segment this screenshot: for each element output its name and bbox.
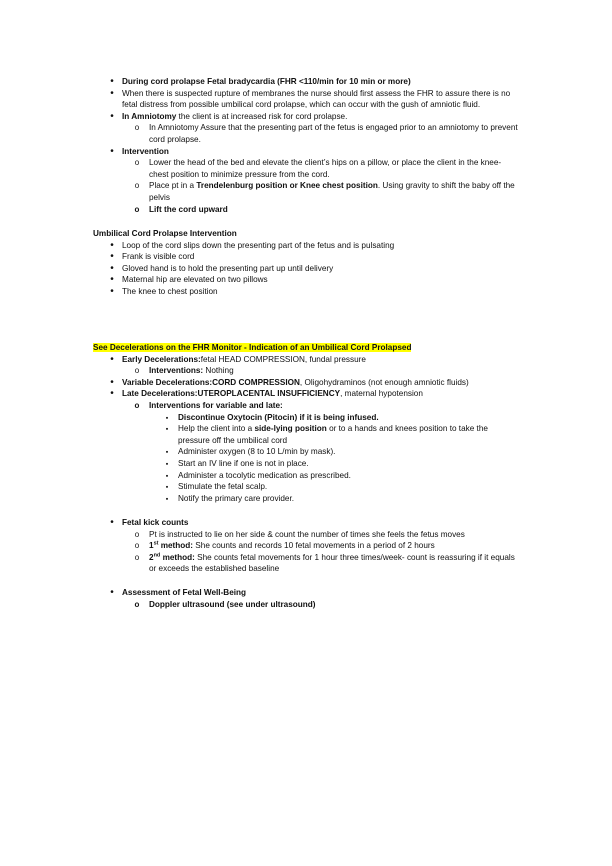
plain-text: . Using gravity to shift the baby off the pelvis: [149, 181, 515, 202]
sub-list-item: [0, 204, 612, 216]
sub-sub-list-item: [0, 470, 612, 482]
list-item-text: Intervention: [122, 146, 169, 156]
bold-text: 1: [149, 541, 154, 551]
bullet-icon: [108, 286, 116, 298]
umbilical-intervention-section: [0, 228, 612, 298]
sub-list-item: [0, 122, 612, 145]
bullet-icon: [108, 263, 116, 275]
circle-bullet-icon: [133, 529, 141, 541]
bold-text: UTEROPLACENTAL INSUFFICIENCY: [197, 389, 341, 399]
list-item-text: Fetal kick counts: [122, 518, 189, 527]
list-item-text: Lift the cord upward: [149, 204, 228, 214]
bold-text: Late Decelerations:: [122, 389, 198, 399]
sub-list-item: [0, 599, 612, 611]
sub-sub-list-item: [0, 446, 612, 458]
sub-sub-list-item: [0, 458, 612, 470]
bold-text: Early Decelerations:: [122, 354, 201, 364]
fetal-kick-counts-section: [0, 517, 612, 575]
square-bullet-icon: [163, 493, 171, 506]
list-item: [0, 251, 612, 263]
sub-list-item: [0, 365, 612, 377]
circle-bullet-icon: [133, 204, 141, 216]
bold-text: 2: [149, 552, 154, 562]
list-item-text: [122, 111, 612, 123]
list-item: [0, 354, 612, 366]
list-item: [0, 88, 612, 111]
sub-list-item: [0, 400, 612, 412]
bold-text: Trendelenburg position or Knee chest position: [196, 181, 378, 191]
list-item-text: Administer oxygen (8 to 10 L/min by mask).: [178, 447, 336, 457]
bullet-icon: [108, 354, 116, 366]
bold-text: Interventions:: [149, 366, 204, 376]
square-bullet-icon: [163, 423, 171, 436]
highlighted-heading: See Decelerations on the FHR Monitor - Indication of an Umbilical Cord Prolapsed: [93, 343, 412, 352]
superscript: nd: [153, 552, 161, 559]
plain-text: Help the client into a: [178, 424, 255, 434]
list-item-text: Administer a tocolytic medication as prescribed.: [178, 470, 351, 480]
list-item-text: Notify the primary care provider.: [178, 493, 295, 503]
bullet-icon: [108, 388, 116, 400]
bullet-icon: [108, 251, 116, 263]
list-item: [0, 111, 612, 123]
bullet-icon: [108, 240, 116, 252]
bold-text: method:: [158, 541, 194, 551]
plain-text: Nothing: [203, 366, 234, 376]
circle-bullet-icon: [133, 180, 141, 192]
circle-bullet-icon: [133, 400, 141, 412]
bullet-icon: [108, 76, 116, 88]
circle-bullet-icon: [133, 552, 141, 564]
list-item-text: [149, 552, 521, 575]
list-item: [0, 146, 612, 158]
plain-text: She counts fetal movements for 1 hour three times/week- count is reassuring if it equals or exceeds the established baseline: [149, 552, 515, 574]
list-item-text: Maternal hip are elevated on two pillows: [122, 275, 268, 285]
bold-text: side-lying position: [254, 424, 327, 434]
sub-sub-list-item: [0, 423, 612, 446]
bullet-icon: [108, 146, 116, 158]
list-item-text: Gloved hand is to hold the presenting part up until delivery: [122, 263, 334, 273]
bullet-icon: [108, 111, 116, 123]
bullet-icon: [108, 517, 116, 529]
list-item-text: Frank is visible cord: [122, 252, 195, 262]
sub-sub-list-item: [0, 412, 612, 424]
bold-text: method:: [160, 552, 195, 562]
plain-text: , maternal hypotension: [340, 389, 423, 399]
plain-text: fetal HEAD COMPRESSION, fundal pressure: [200, 354, 366, 364]
list-item-text: Loop of the cord slips down the presenting part of the fetus and is pulsating: [122, 240, 395, 250]
circle-bullet-icon: [133, 540, 141, 552]
decelerations-section: [0, 342, 612, 504]
list-item-text: In Amniotomy Assure that the presenting part of the fetus is engaged prior to an amniotomy to prevent cord prolapse.: [149, 123, 518, 144]
bullet-icon: [108, 587, 116, 599]
list-item-text: [149, 180, 519, 203]
list-item-text: Pt is instructed to lie on her side & count the number of times she feels the fetus moves: [149, 529, 465, 539]
list-item-text: [149, 365, 612, 377]
list-item-text: [122, 388, 612, 400]
list-item-text: [122, 354, 612, 366]
list-item: [0, 286, 612, 298]
list-item-text: Start an IV line if one is not in place.: [178, 458, 309, 468]
list-item-text: Interventions for variable and late:: [149, 400, 283, 410]
plain-text: the client is at increased risk for cord prolapse.: [176, 111, 348, 121]
cord-prolapse-section: [0, 76, 612, 215]
plain-text: She counts and records 10 fetal movements in a period of 2 hours: [193, 541, 435, 551]
list-item-text: Lower the head of the bed and elevate the client’s hips on a pillow, or place the client in the knee-chest position to minimize pressure from the cord.: [149, 158, 502, 179]
list-item: [0, 274, 612, 286]
list-item: [0, 240, 612, 252]
section-heading: Umbilical Cord Prolapse Intervention: [93, 229, 237, 238]
sub-sub-list-item: [0, 481, 612, 493]
list-item: [0, 517, 612, 529]
bold-text: In Amniotomy: [122, 111, 177, 121]
sub-sub-list-item: [0, 493, 612, 505]
list-item: [0, 587, 612, 599]
sub-list-item: [0, 180, 612, 203]
list-item-text: Stimulate the fetal scalp.: [178, 482, 268, 492]
plain-text: , Oligohydraminos (not enough amniotic fluids): [299, 377, 469, 387]
list-item: [0, 388, 612, 400]
list-item-text: The knee to chest position: [122, 286, 218, 296]
plain-text: Place pt in a: [149, 181, 197, 191]
list-item-text: When there is suspected rupture of membranes the nurse should first assess the FHR to assure there is no fetal distress from possible umbilical cord prolapse, which can occur with the gush of amniotic fluid.: [122, 88, 511, 110]
bold-text: Variable Decelerations:: [122, 377, 213, 387]
sub-list-item: [0, 552, 612, 575]
list-item: [0, 263, 612, 275]
sub-list-item: [0, 540, 612, 552]
circle-bullet-icon: [133, 157, 141, 169]
bold-text: CORD COMPRESSION: [212, 377, 300, 387]
list-item-text: [178, 423, 510, 446]
list-item-text: Discontinue Oxytocin (Pitocin) if it is being infused.: [178, 412, 379, 422]
list-item: [0, 76, 612, 88]
list-item-text: Doppler ultrasound (see under ultrasound): [149, 599, 316, 609]
list-item-text: [122, 377, 612, 389]
list-item-text: Assessment of Fetal Well-Being: [122, 588, 247, 597]
list-item: [0, 377, 612, 389]
bullet-icon: [108, 88, 116, 100]
list-item-text: During cord prolapse Fetal bradycardia (FHR <110/min for 10 min or more): [122, 77, 411, 86]
bullet-icon: [108, 274, 116, 286]
circle-bullet-icon: [133, 599, 141, 611]
superscript: st: [153, 540, 159, 547]
bullet-icon: [108, 377, 116, 389]
plain-text: or to a hands and knees position to take the pressure off the umbilical cord: [178, 424, 488, 445]
circle-bullet-icon: [133, 122, 141, 134]
assessment-section: [0, 587, 612, 610]
sub-list-item: [0, 157, 612, 180]
circle-bullet-icon: [133, 365, 141, 377]
list-item-text: [149, 540, 612, 552]
sub-list-item: [0, 529, 612, 541]
